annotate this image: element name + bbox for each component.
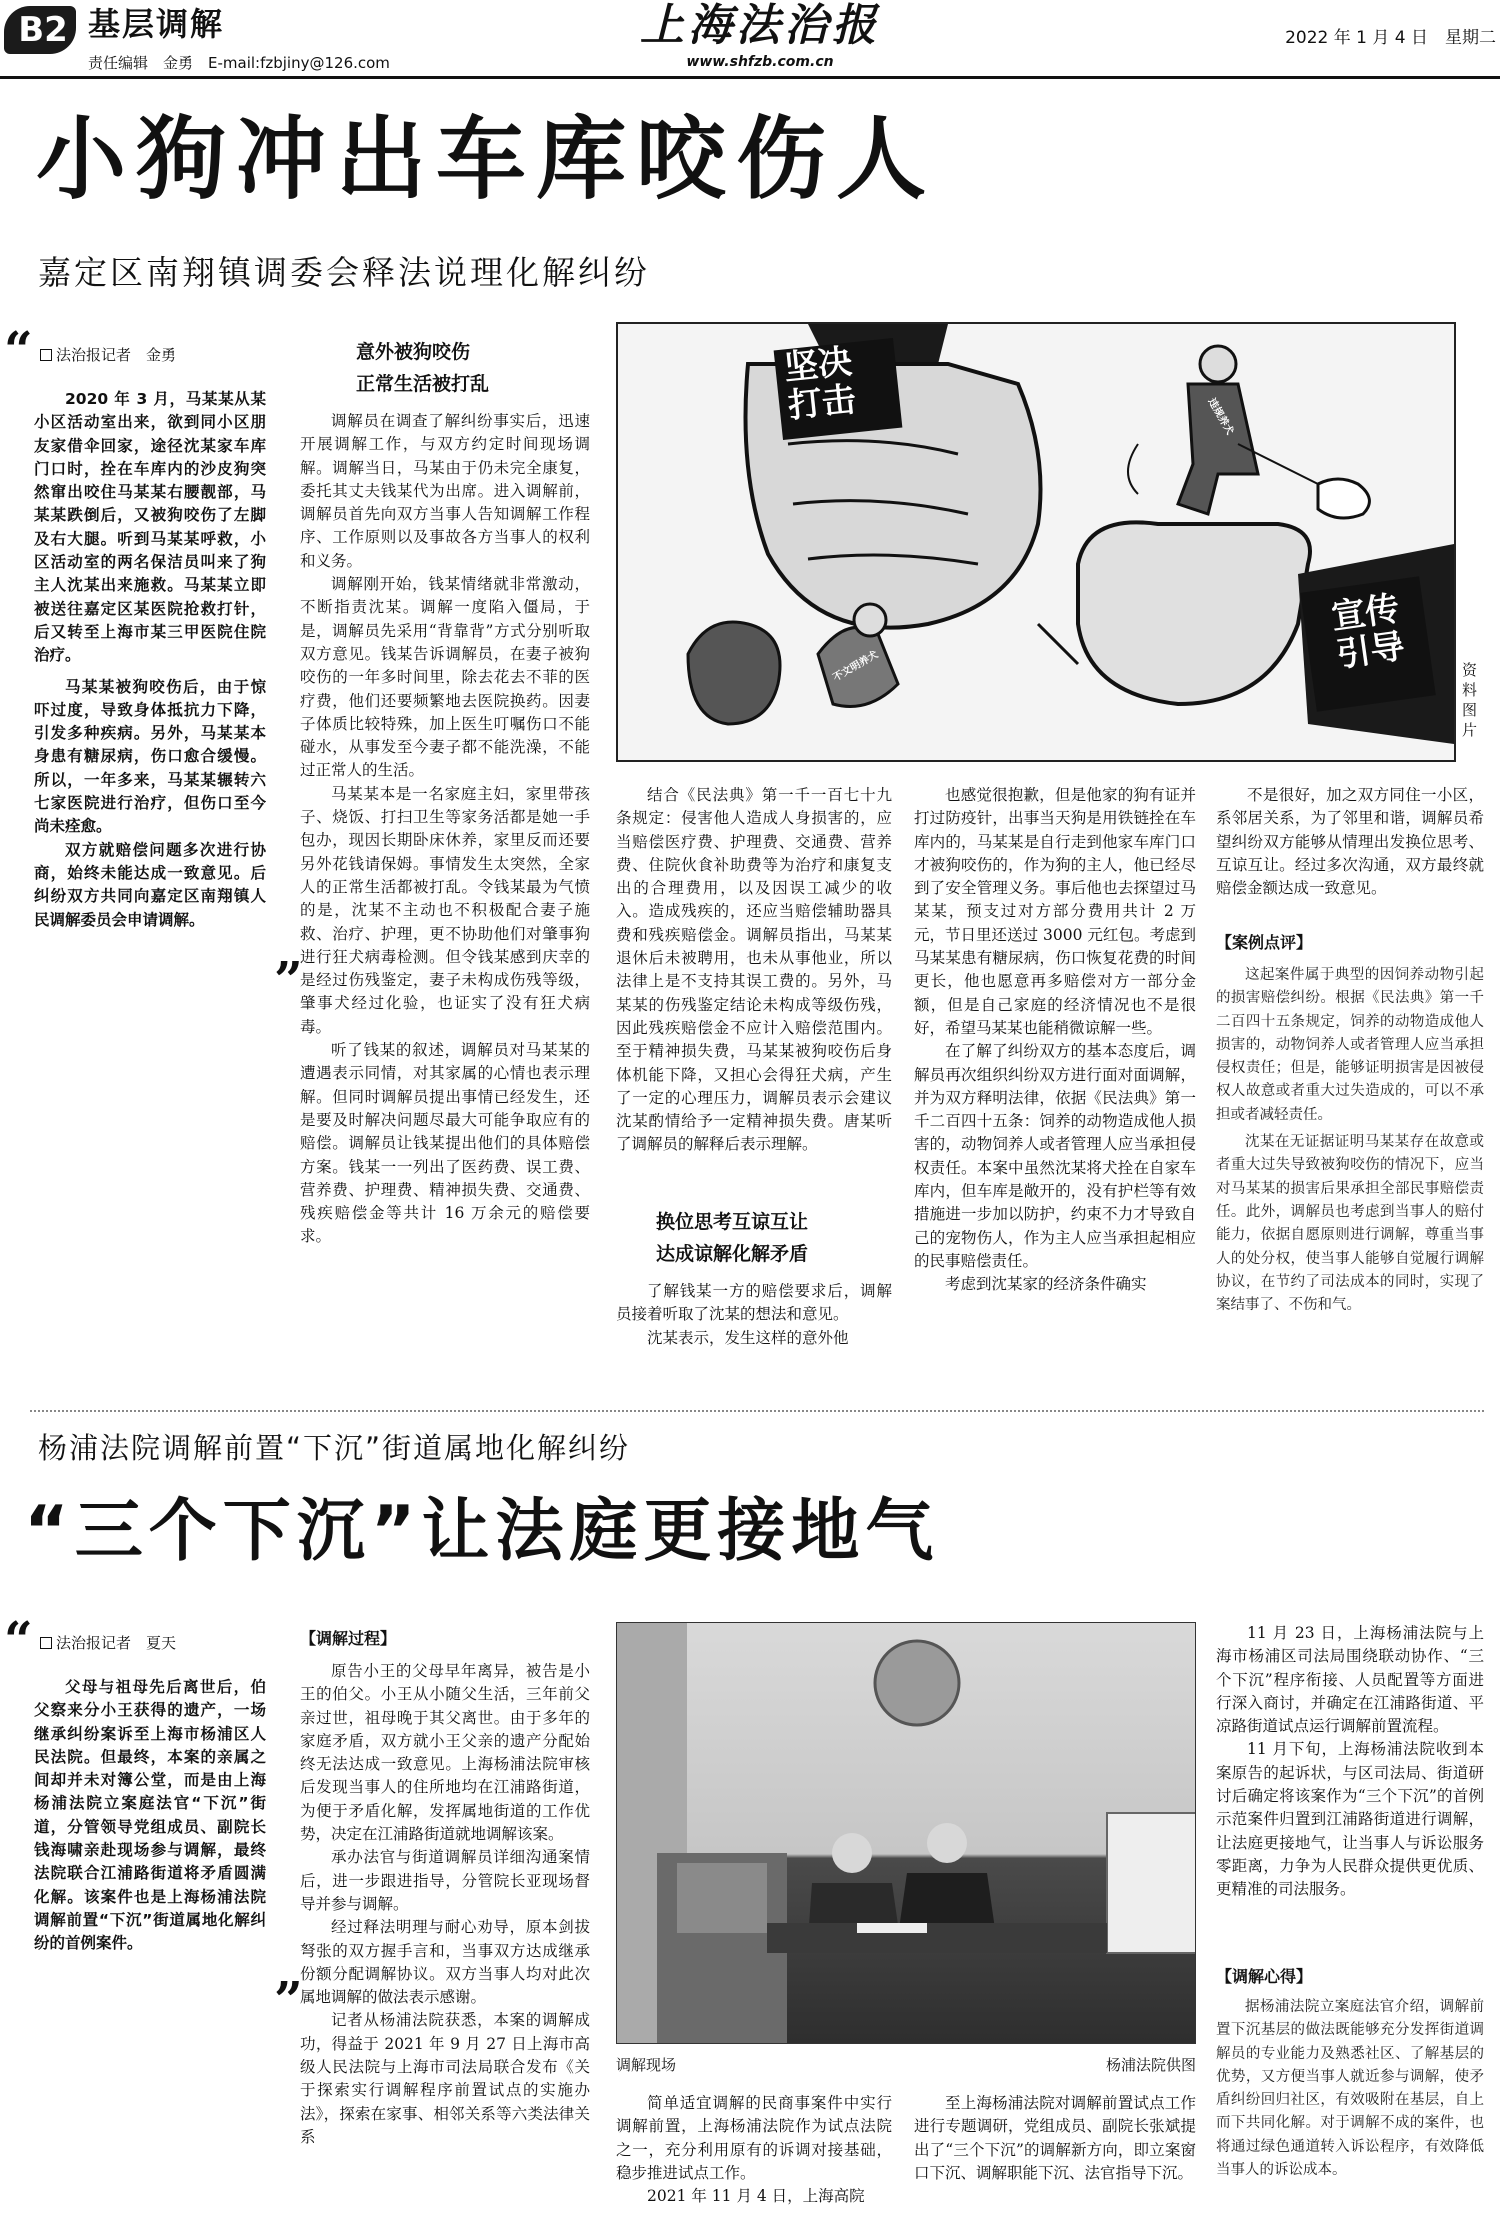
insight-title: 【调解心得】: [1216, 1967, 1313, 1986]
photo-caption-right: 杨浦法院供图: [1105, 2056, 1196, 2074]
story2-lead: [34, 1676, 266, 1956]
photo-scene-svg: [617, 1623, 1196, 2044]
emblem-icon: [875, 1641, 959, 1725]
case-comment: [1216, 964, 1484, 1317]
masthead-rule: [0, 76, 1500, 79]
walker-head-icon: [1200, 346, 1236, 382]
body-paragraph: 调解刚开始，钱某情绪就非常激动，不断指责沈某。调解一度陷入僵局，于是，调解员先采用“背靠背”方式分别听取双方意见。钱某告诉调解员，在妻子被狗咬伤的一年多时间里，除去花去不菲的医疗费，他们还要频繁地去医院换药。因妻子体质比较特殊，加上医生叮嘱伤口不能碰水，从事发至今妻子都不能洗澡，不能过正常人的生活。: [300, 575, 590, 780]
dog-icon: [688, 622, 780, 724]
insight: [1216, 1996, 1484, 2182]
body-paragraph: 记者从杨浦法院获悉，本案的调解成功，得益于 2021 年 9 月 27 日上海市高级人民法院与上海市司法局联合发布《关于探索实行调解程序前置试点的实施办法》，探索在家事、相邻关系等六类法律关系: [300, 2011, 590, 2146]
body-paragraph: 听了钱某的叙述，调解员对马某某的遭遇表示同情，对其家属的心情也表示理解。但同时调解员提出事情已经发生，还是要及时解决问题尽最大可能争取应有的赔偿。调解员让钱某提出他们的具体赔偿方案。钱某一一列出了医药费、误工费、营养费、护理费、精神损失费、交通费、残疾赔偿金等共计 16 万余元的赔偿要求。: [300, 1041, 590, 1246]
body-paragraph: 在了解了纠纷双方的基本态度后，调解员再次组织纠纷双方进行面对面调解，并为双方释明法律，依据《民法典》第一千二百四十五条：饲养的动物造成他人损害的，动物饲养人或者管理人应当承担侵权责任。本案中虽然沈某将犬拴在自家车库内，但车库是敞开的，没有护栏等有效措施进一步加以防护，约束不力才导致自己的宠物伤人，作为主人应当承担起相应的民事赔偿责任。: [914, 1042, 1196, 1270]
body-paragraph: 11 月下旬，上海杨浦法院收到本案原告的起诉状，与区司法局、街道研讨后确定将该案作为“三个下沉”的首例示范案件归置到江浦路街道进行调解，让法庭更接地气，让当事人与诉讼服务零距离，力争为人民群众提供更优质、更精准的司法服务。: [1216, 1740, 1484, 1899]
story2-col4: [914, 2092, 1196, 2185]
cartoon-label-dog: 违规养犬: [1205, 396, 1236, 437]
process-title: 【调解过程】: [300, 1629, 397, 1648]
insight-paragraph: 据杨浦法院立案庭法官介绍，调解前置下沉基层的做法既能够充分发挥街道调解员的专业能力及熟悉社区、了解基层的优势，又方便当事人就近参与调解，使矛盾纠纷回归社区，有效吸附在基层，自上而下共同化解。对于调解不成的案件，也将通过绿色通道转入诉讼程序，有效降低当事人的诉讼成本。: [1216, 1999, 1484, 2179]
body-paragraph: 马某某本是一名家庭主妇，家里带孩子、烧饭、打扫卫生等家务活都是她一手包办，现因长期卧床休养，家里反而还要另外花钱请保姆。事情发生太突然，全家人的正常生活都被打乱。令钱某最为气愤的是，沈某不主动也不积极配合妻子施救、治疗、护理，更不协助他们对肇事狗进行狂犬病毒检测。但令钱某感到庆幸的是经过伤残鉴定，妻子未构成伤残等级，肇事犬经过化验，也证实了没有狂犬病毒。: [300, 784, 590, 1036]
open-quote-1: “: [4, 320, 33, 379]
comment-paragraph: 沈某在无证据证明马某某存在故意或者重大过失导致被狗咬伤的情况下，应当对马某某的损害后果承担全部民事赔偿责任。此外，调解员也考虑到当事人的赔付能力，依据自愿原则进行调解，尊重当事人的处分权，使当事人能够自觉履行调解协议，在节约了司法成本的同时，实现了案结事了、不伤和气。: [1216, 1134, 1484, 1314]
judge-icon: [927, 1823, 967, 1863]
body-paragraph: 调解员在调查了解纠纷事实后，迅速开展调解工作，与双方约定时间现场调解。调解当日，马某由于仍未完全康复，委托其丈夫钱某代为出席。进入调解前，调解员首先向双方当事人告知调解工作程序、工作原则以及事故各方当事人的权利和义务。: [300, 412, 590, 570]
case-comment-title: 【案例点评】: [1216, 933, 1313, 952]
body-paragraph: 承办法官与街道调解员详细沟通案情后，进一步跟进指导，分管院长亚现场督导并参与调解。: [300, 1848, 590, 1913]
story1-section2-title: [616, 1206, 892, 1270]
cartoon-credit: 资料图片: [1462, 661, 1478, 739]
body-paragraph: 11 月 23 日，上海杨浦法院与上海市杨浦区司法局围绕联动协作、“三个下沉”程序衔接、人员配置等方面进行深入商讨，并确定在江浦路街道、平凉路街道试点运行调解前置流程。: [1216, 1624, 1484, 1736]
open-quote-2: “: [4, 1610, 33, 1669]
hand-icon: [1078, 522, 1310, 704]
body-paragraph: 原告小王的父母早年离异，被告是小王的伯父。小王从小随父生活，三年前父亲过世，祖母晚于其父离世。由于多年的家庭矛盾，双方就小王父亲的遗产分配始终无法达成一致意见。上海杨浦法院审核后发现当事人的住所地均在江浦路街道，为便于矛盾化解，发挥属地街道的工作优势，决定在江浦路街道就地调解该案。: [300, 1662, 590, 1844]
page-code: B2: [18, 10, 68, 50]
cartoon-label-hand: 宣传引导: [1328, 588, 1408, 676]
close-quote-1: ”: [274, 950, 303, 1009]
body-paragraph: 不是很好，加之双方同住一小区，系邻居关系，为了邻里和谐，调解员希望纠纷双方能够从情理出发换位思考、互谅互让。经过多次沟通，双方最终就赔偿金额达成一致意见。: [1216, 786, 1484, 898]
body-paragraph: 了解钱某一方的赔偿要求后，调解员接着听取了沈某的想法和意见。: [616, 1282, 892, 1324]
story1-lead: [34, 388, 266, 932]
byline-square-icon: [40, 1637, 52, 1649]
masthead: [0, 0, 1500, 80]
editor-line: 责任编辑 金勇 E-mail:fzbjiny@126.com: [88, 54, 390, 72]
website: www.shfzb.com.cn: [686, 54, 834, 70]
body-paragraph: 经过释法明理与耐心劝导，原本剑拔弩张的双方握手言和，当事双方达成继承份额分配调解协议。双方当事人均对此次属地调解的做法表示感谢。: [300, 1918, 590, 2007]
story1-col5: [1216, 784, 1484, 900]
story1-col3b: [616, 1280, 892, 1350]
lead-paragraph: 2020 年 3 月，马某某从某小区活动室出来，欲到同小区朋友家借伞回家，途径沈某家车库门口时，拴在车库内的沙皮狗突然窜出咬住马某某右腰靓部，马某某跌倒后，又被狗咬伤了左脚及右大腿。听到马某某呼救，小区活动室的两名保洁员叫来了狗主人沈某出来施救。马某某立即被送往嘉定区某医院抢救打针，后又转至上海市某三甲医院住院治疗。: [34, 390, 266, 665]
story1-byline: 法治报记者 金勇: [40, 344, 280, 366]
body-paragraph: 考虑到沈某家的经济条件确实: [945, 1275, 1147, 1294]
comment-paragraph: 这起案件属于典型的因饲养动物引起的损害赔偿纠纷。根据《民法典》第一千二百四十五条规定，饲养的动物造成他人损害的，动物饲养人或者管理人应当承担侵权责任；但是，能够证明损害是因被侵权人故意或者重大过失造成的，可以不承担或者减轻责任。: [1216, 967, 1484, 1123]
cartoon-illustration: [616, 322, 1456, 762]
story2-byline: 法治报记者 夏天: [40, 1632, 280, 1654]
story2-col5: [1216, 1622, 1484, 1902]
close-quote-2: ”: [274, 1970, 303, 2029]
byline-square-icon: [40, 349, 52, 361]
issue-date: 2022 年 1 月 4 日 星期二: [1285, 28, 1496, 48]
lead-paragraph: 马某某被狗咬伤后，由于惊吓过度，导致身体抵抗力下降，引发多种疾病。另外，马某某本身患有糖尿病，伤口愈合缓慢。所以，一年多来，马某某辗转六七家医院进行治疗，但伤口至今尚未痊愈。: [34, 677, 266, 836]
table-icon: [767, 1923, 1107, 1953]
section-name: 基层调解: [88, 5, 225, 43]
section-title-line: 换位思考互谅互让: [656, 1211, 809, 1233]
cartoon-label-fist: 坚决打击: [782, 341, 858, 427]
cartoon-label-person: 不文明养犬: [831, 649, 881, 684]
cartoon-svg: [618, 324, 1454, 760]
mediation-photo: [616, 1622, 1196, 2044]
body-paragraph: 也感觉很抱歉，但是他家的狗有证并打过防疫针，出事当天狗是用铁链拴在车库内的，马某某是自行走到他家车库门口才被狗咬伤的，作为狗的主人，他已经尽到了安全管理义务。事后他也去探望过马某某，预支过对方部分费用共计 2 万元，节日里还送过 3000 元红包。考虑到马某某患有糖尿病，伤口恢复花费的时间更长，他也愿意再多赔偿对方一部分金额，但是自己家庭的经济情况也不是很好，希望马某某也能稍微谅解一些。: [914, 786, 1196, 1037]
story1-section1-title: [300, 336, 590, 400]
story2-col3: [616, 2092, 892, 2208]
body-paragraph: 至上海杨浦法院对调解前置试点工作进行专题调研，党组成员、副院长张斌提出了“三个下沉”的调解新方向，即立案窗口下沉、调解职能下沉、法官指导下沉。: [914, 2094, 1196, 2182]
lead-paragraph: 双方就赔偿问题多次进行协商，始终未能达成一致意见。后纠纷双方共同向嘉定区南翔镇人民调解委员会申请调解。: [34, 840, 266, 929]
section-title-line: 正常生活被打乱: [356, 373, 490, 395]
story1-col4: [914, 784, 1196, 1297]
paper-name: 上海法治报: [640, 0, 880, 51]
story2-col2: [300, 1660, 590, 2149]
small-dog-icon: [1318, 479, 1369, 518]
story1-col3: [616, 784, 892, 1157]
body-paragraph: 2021 年 11 月 4 日，上海高院: [647, 2187, 865, 2206]
lead-paragraph: 父母与祖母先后离世后，伯父察来分小王获得的遗产，一场继承纠纷案诉至上海市杨浦区人民法院。但最终，本案的亲属之间却并未对簿公堂，而是由上海杨浦法院立案庭法官“下沉”街道，分管领导党组成员、副院长钱海啸亲赴现场参与调解，最终法院联合江浦路街道将矛盾圆满化解。该案件也是上海杨浦法院调解前置“下沉”街道属地化解纠纷的首例案件。: [34, 1678, 266, 1953]
story2-subheadline: 杨浦法院调解前置“下沉”街道属地化解纠纷: [38, 1431, 631, 1465]
mediator-icon: [832, 1833, 872, 1873]
section-title-line: 意外被狗咬伤: [356, 341, 471, 363]
body-paragraph: 沈某表示，发生这样的意外他: [647, 1328, 849, 1347]
body-paragraph: 结合《民法典》第一千一百七十九条规定：侵害他人造成人身损害的，应当赔偿医疗费、护理费、交通费、营养费、住院伙食补助费等为治疗和康复支出的合理费用，以及因误工减少的收入。造成残疾的，还应当赔偿辅助器具费和残疾赔偿金。调解员指出，马某某退休后未被聘用，也未从事他业，所以法律上是不支持其误工费的。另外，马某某的伤残鉴定结论未构成等级伤残，因此残疾赔偿金不应计入赔偿范围内。至于精神损失费，马某某被狗咬伤后身体机能下降，又担心会得狂犬病，产生了一定的心理压力，调解员表示会建议沈某酌情给予一定精神损失费。唐某听了调解员的解释后表示理解。: [616, 786, 892, 1154]
photo-caption-left: 调解现场: [616, 2056, 677, 2074]
section-title-line: 达成谅解化解矛盾: [656, 1243, 809, 1265]
body-paragraph: 简单适宜调解的民商事案件中实行调解前置，上海杨浦法院作为试点法院之一，充分利用原有的诉调对接基础，稳步推进试点工作。: [616, 2094, 892, 2182]
story1-col2: [300, 410, 590, 1249]
story2-headline: “三个下沉”让法庭更接地气: [24, 1492, 940, 1571]
story-separator: [30, 1410, 1484, 1412]
story1-subheadline: 嘉定区南翔镇调委会释法说理化解纠纷: [38, 253, 650, 292]
story1-headline: 小狗冲出车库咬伤人: [36, 107, 936, 212]
